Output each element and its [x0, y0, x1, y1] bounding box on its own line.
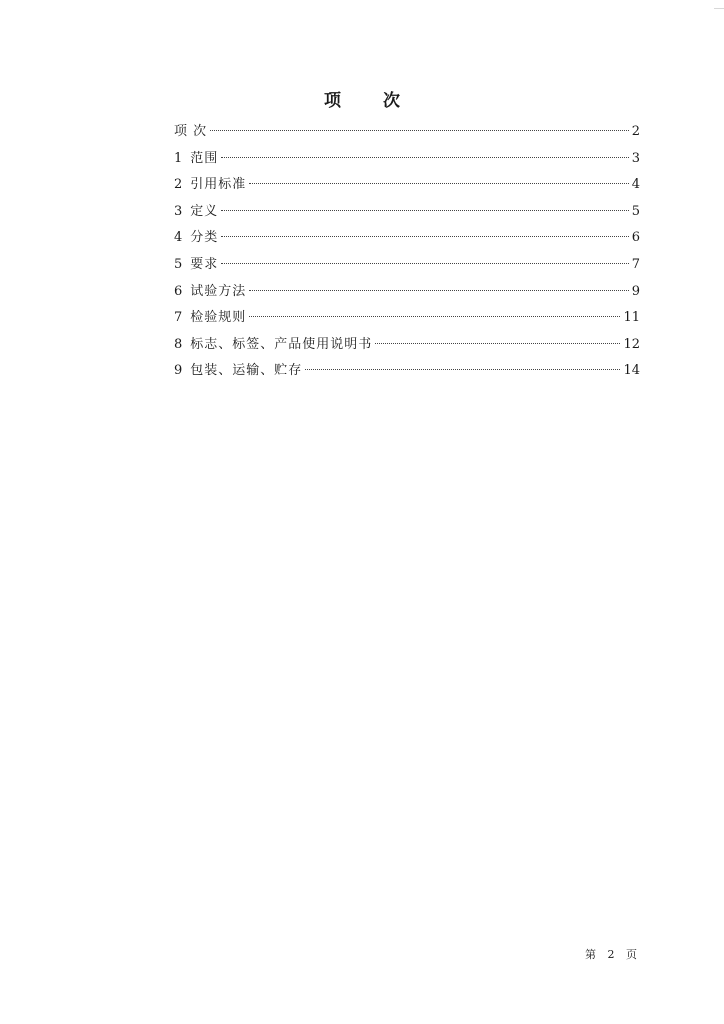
toc-section-title: 定义: [190, 203, 219, 219]
toc-dot-leader: [221, 263, 628, 264]
toc-row[interactable]: [174, 175, 640, 202]
table-of-contents: [174, 122, 640, 388]
toc-page-number: 2: [631, 124, 640, 139]
toc-row[interactable]: [174, 202, 640, 229]
toc-section-title: 范围: [190, 150, 219, 166]
toc-section-number: 3: [174, 203, 183, 219]
toc-section-title: 试验方法: [190, 283, 247, 299]
toc-section-number: 5: [174, 256, 183, 272]
toc-section-number: 8: [174, 336, 183, 352]
toc-page-number: 4: [631, 177, 640, 193]
toc-dot-leader: [249, 183, 628, 184]
toc-page-number: 5: [631, 203, 640, 219]
toc-dot-leader: [249, 290, 628, 291]
toc-page-number: 7: [631, 256, 640, 272]
footer-page-number: 2: [607, 948, 616, 961]
toc-dot-leader: [305, 369, 620, 370]
toc-dot-leader: [221, 157, 628, 158]
toc-dot-leader: [210, 130, 629, 131]
toc-section-number: 2: [174, 177, 183, 193]
toc-dot-leader: [249, 316, 620, 317]
footer-prefix: 第: [585, 948, 597, 961]
toc-section-title: 包装、运输、贮存: [190, 363, 303, 379]
toc-row[interactable]: [174, 149, 640, 176]
footer-suffix: 页: [626, 948, 638, 961]
toc-section-number: 7: [174, 310, 183, 326]
toc-section-number: 6: [174, 283, 183, 299]
toc-row[interactable]: [174, 255, 640, 282]
toc-section-number: 9: [174, 363, 183, 379]
toc-page-number: 12: [623, 336, 640, 352]
page-footer: [585, 946, 638, 962]
toc-dot-leader: [221, 210, 628, 211]
toc-section-title: 引用标准: [190, 177, 247, 193]
toc-row[interactable]: [174, 361, 640, 388]
toc-page-number: 14: [623, 363, 640, 379]
page-corner-mark: [714, 0, 724, 9]
toc-section-title: 标志、标签、产品使用说明书: [190, 336, 373, 352]
toc-section-title: 要求: [190, 256, 219, 272]
toc-page-number: 11: [623, 310, 640, 326]
toc-row[interactable]: [174, 335, 640, 362]
toc-section-number: 1: [174, 150, 183, 166]
toc-section-title: 项 次: [174, 124, 208, 139]
toc-section-title: 检验规则: [190, 310, 247, 326]
toc-row[interactable]: [174, 282, 640, 309]
toc-section-title: 分类: [190, 230, 219, 246]
toc-page-number: 9: [631, 283, 640, 299]
toc-row[interactable]: [174, 308, 640, 335]
toc-row[interactable]: [174, 228, 640, 255]
toc-section-number: 4: [174, 230, 183, 246]
toc-dot-leader: [221, 236, 628, 237]
toc-page-number: 3: [631, 150, 640, 166]
toc-row[interactable]: [174, 122, 640, 149]
page-title: 项 次: [324, 91, 418, 111]
toc-page-number: 6: [631, 230, 640, 246]
toc-dot-leader: [375, 343, 620, 344]
